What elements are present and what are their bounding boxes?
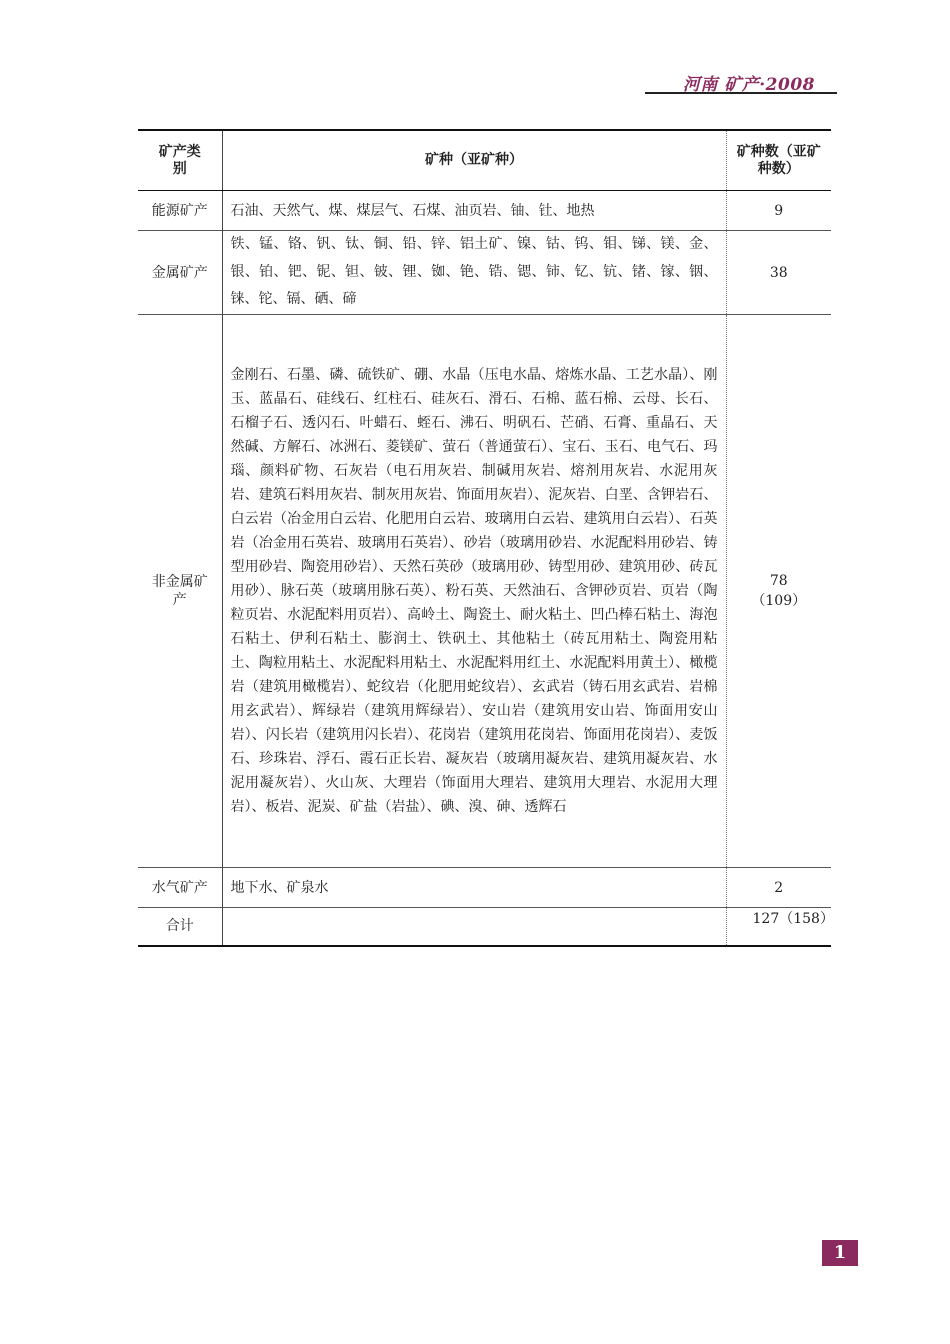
page-number: 1 <box>822 1240 858 1266</box>
minerals-cell: 金刚石、石墨、磷、硫铁矿、硼、水晶（压电水晶、熔炼水晶、工艺水晶）、刚玉、蓝晶石、硅线石、红柱石、硅灰石、滑石、石棉、蓝石棉、云母、长石、石榴子石、透闪石、叶蜡石、蛭石、沸石、明矾石、芒硝、石膏、重晶石、天然碱、方解石、冰洲石、菱镁矿、萤石（普通萤石）、宝石、玉石、电气石、玛瑙、颜料矿物、石灰岩（电石用灰岩、制碱用灰岩、熔剂用灰岩、水泥用灰岩、建筑石料用灰岩、制灰用灰岩、饰面用灰岩）、泥灰岩、白垩、含钾岩石、白云岩（冶金用白云岩、化肥用白云岩、玻璃用白云岩、建筑用白云岩）、石英岩（冶金用石英岩、玻璃用石英岩）、砂岩（玻璃用砂岩、水泥配料用砂岩、铸型用砂岩、陶瓷用砂岩）、天然石英砂（玻璃用砂、铸型用砂、建筑用砂、砖瓦用砂）、脉石英（玻璃用脉石英）、粉石英、天然油石、含钾砂页岩、页岩（陶粒页岩、水泥配料用页岩）、高岭土、陶瓷土、耐火粘土、凹凸棒石粘土、海泡石粘土、伊利石粘土、膨润土、铁矾土、其他粘土（砖瓦用粘土、陶瓷用粘土、陶粒用粘土、水泥配料用粘土、水泥配料用红土、水泥配料用黄土）、橄榄岩（建筑用橄榄岩）、蛇纹岩（化肥用蛇纹岩）、玄武岩（铸石用玄武岩、岩棉用玄武岩）、辉绿岩（建筑用辉绿岩）、安山岩（建筑用安山岩、饰面用安山岩）、闪长岩（建筑用闪长岩）、花岗岩（建筑用花岗岩、饰面用花岗岩）、麦饭石、珍珠岩、浮石、霞石正长岩、凝灰岩（玻璃用凝灰岩、建筑用凝灰岩、水泥用凝灰岩）、火山灰、大理岩（饰面用大理岩、建筑用大理岩、水泥用大理岩）、板岩、泥炭、矿盐（岩盐）、碘、溴、砷、透辉石 <box>222 315 726 868</box>
minerals-cell: 铁、锰、铬、钒、钛、铜、铅、锌、铝土矿、镍、钴、钨、钼、锑、镁、金、银、铂、钯、铌、钽、铍、锂、铷、铯、锆、锶、铈、钇、钪、锗、镓、铟、铼、铊、镉、硒、碲 <box>222 231 726 315</box>
table-row-water-gas <box>138 868 831 908</box>
running-header: 河南 矿产·2008 <box>682 75 815 95</box>
category-cell: 非金属矿产 <box>138 315 222 868</box>
table-row-metal <box>138 231 831 315</box>
count-cell: 127（158） <box>752 911 834 927</box>
minerals-cell <box>222 908 726 946</box>
header-rule <box>645 92 837 94</box>
category-cell: 金属矿产 <box>138 231 222 315</box>
minerals-cell: 地下水、矿泉水 <box>222 868 726 908</box>
category-cell: 能源矿产 <box>138 191 222 231</box>
count-cell: 38 <box>769 264 788 281</box>
column-header-count: 矿种数（亚矿种数） <box>726 130 831 191</box>
table-row-total <box>138 908 831 946</box>
table-row-energy <box>138 191 831 231</box>
count-main: 78 <box>769 573 788 589</box>
column-header-minerals: 矿种（亚矿种） <box>222 130 726 191</box>
table-row-nonmetal <box>138 315 831 868</box>
column-header-category: 矿产类别 <box>138 130 222 191</box>
count-cell <box>726 315 831 868</box>
count-sub: （109） <box>751 593 807 609</box>
category-cell: 合计 <box>138 908 222 946</box>
count-cell: 2 <box>774 879 784 896</box>
minerals-cell: 石油、天然气、煤、煤层气、石煤、油页岩、铀、钍、地热 <box>222 191 726 231</box>
mineral-types-table <box>138 129 834 947</box>
table-header-row <box>138 130 831 191</box>
count-cell: 9 <box>774 202 784 219</box>
category-cell: 水气矿产 <box>138 868 222 908</box>
